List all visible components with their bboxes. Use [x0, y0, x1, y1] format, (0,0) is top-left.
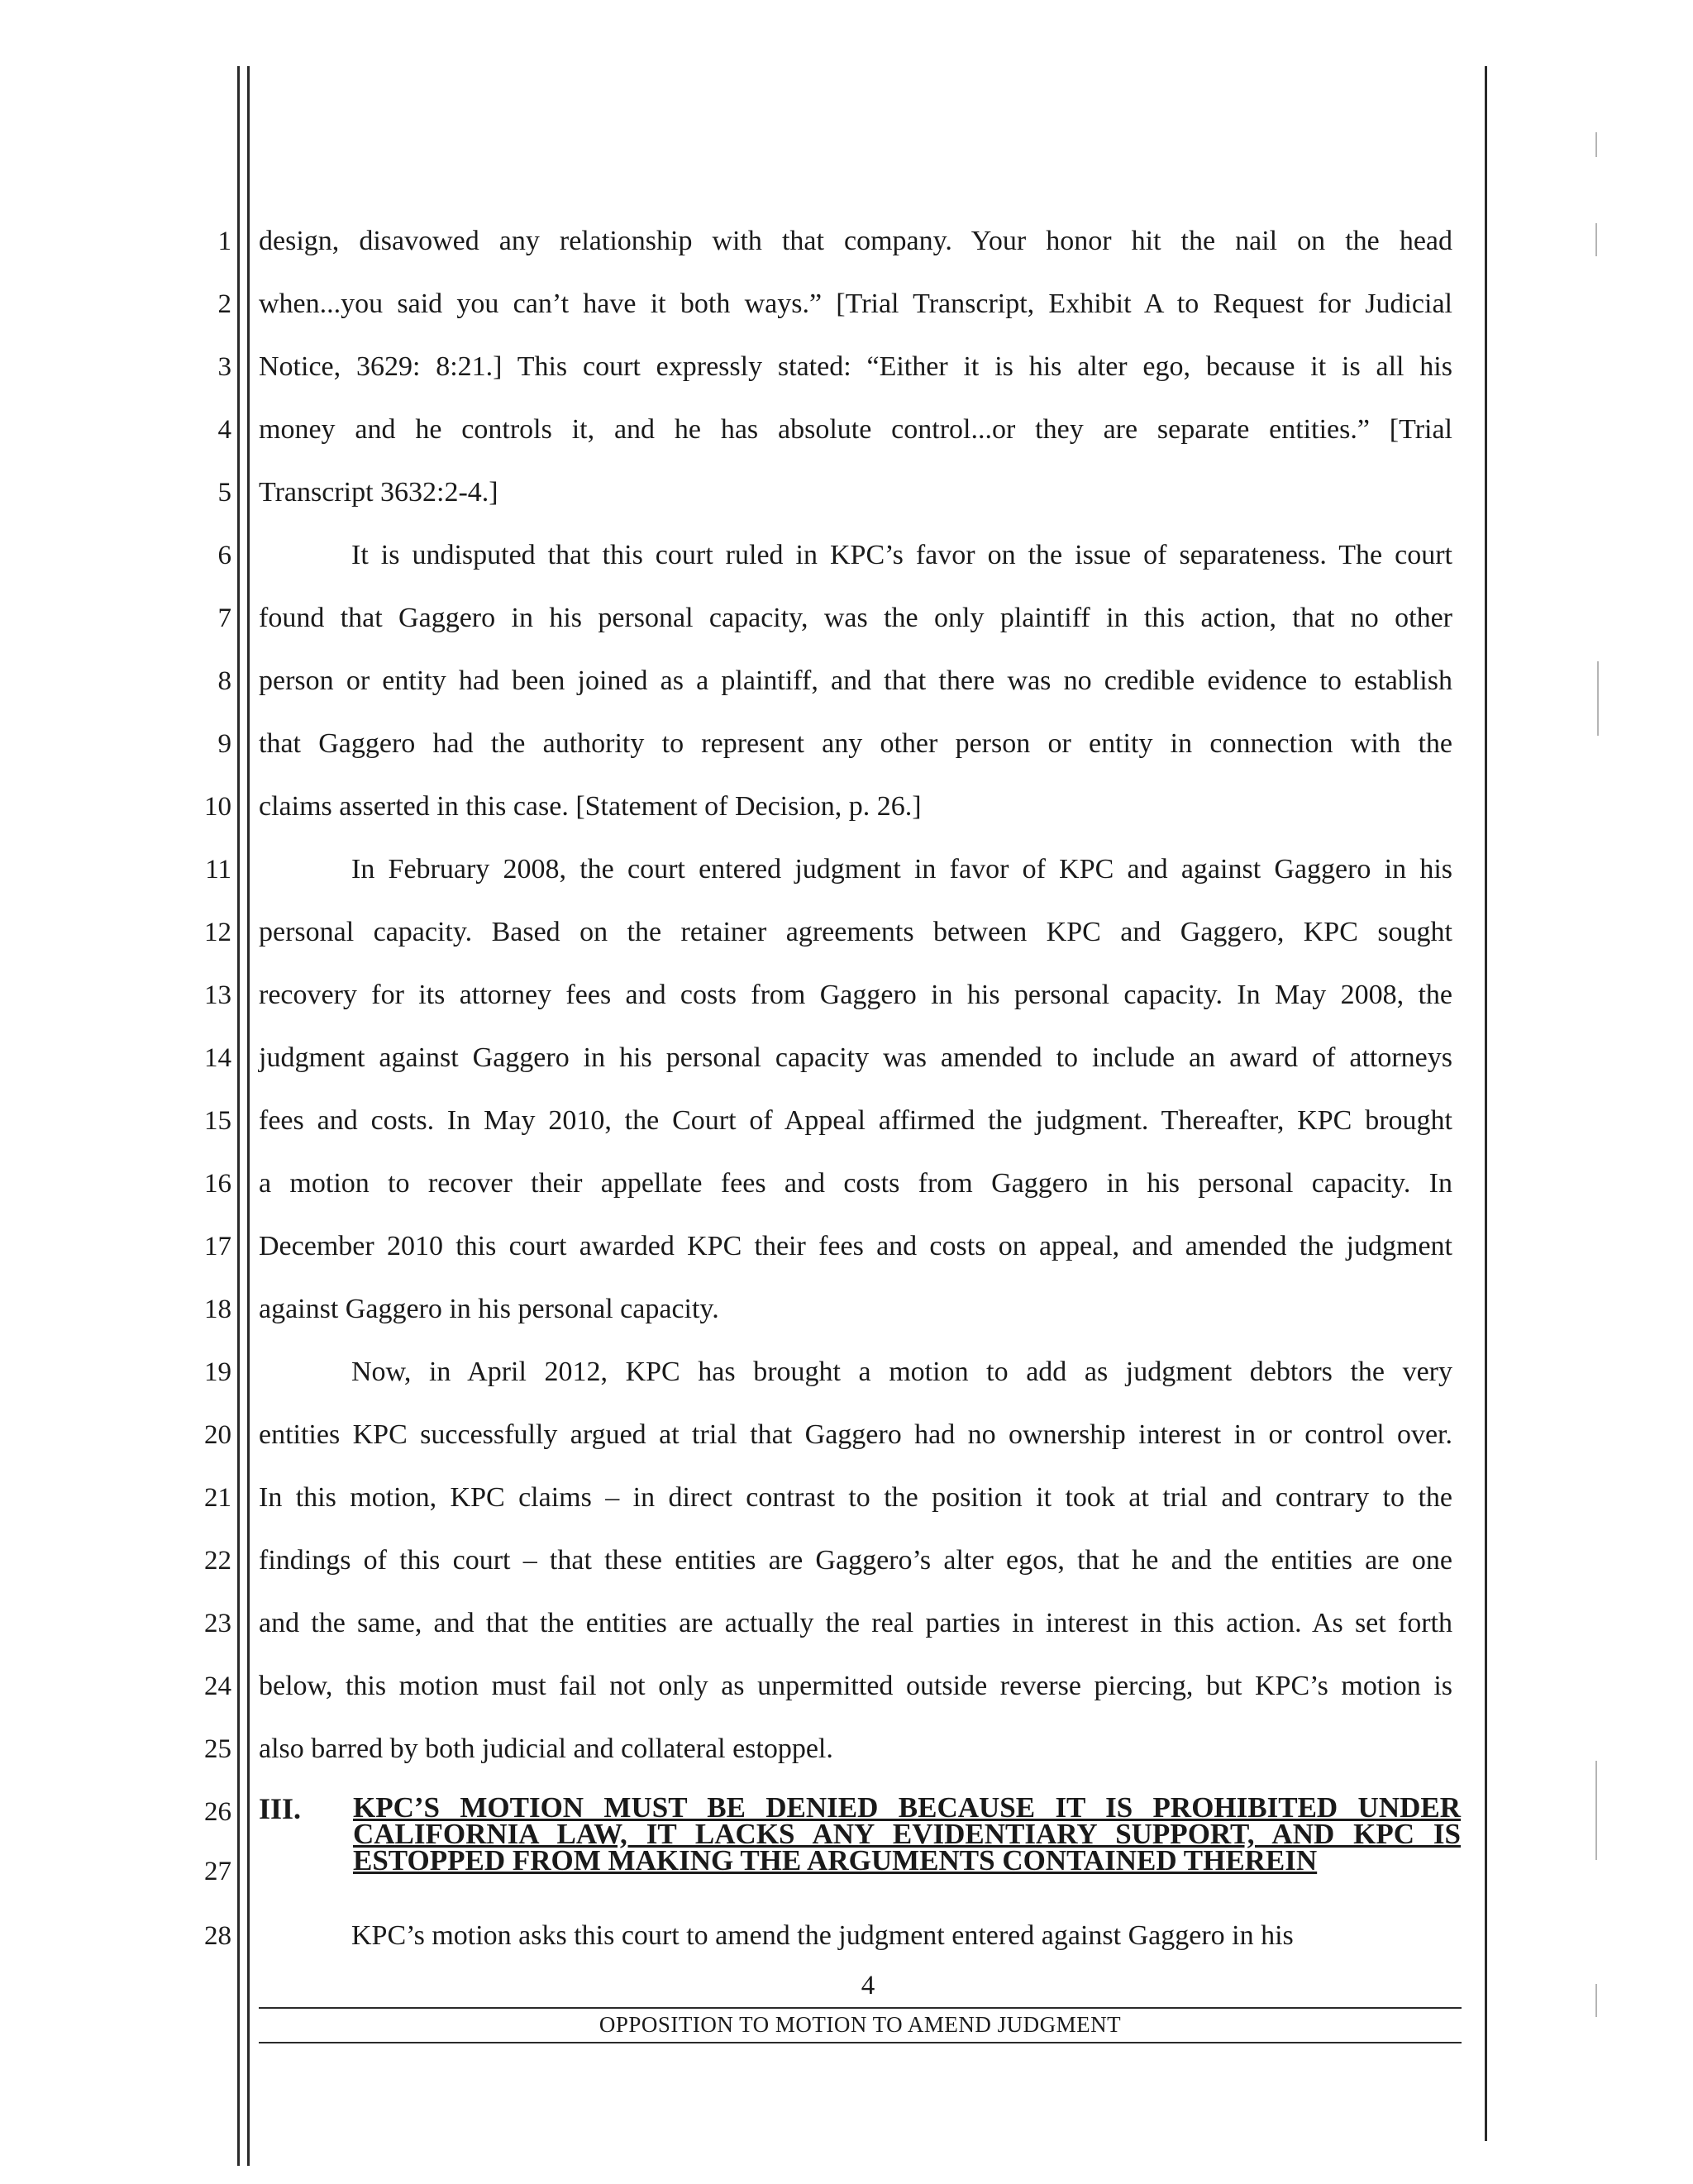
body-line: when...you said you can’t have it both ways.” [Trial Transcript, Exhibit A to Request for Judicial	[259, 288, 1452, 319]
line-number: 22	[204, 1546, 231, 1576]
section-heading-line: ESTOPPED FROM MAKING THE ARGUMENTS CONTAINED THEREIN	[353, 1844, 1318, 1876]
section-heading-line: KPC’S MOTION MUST BE DENIED BECAUSE IT IS PROHIBITED UNDER	[353, 1791, 1461, 1824]
line-number: 7	[217, 603, 231, 633]
body-line: Transcript 3632:2-4.]	[259, 477, 498, 508]
line-number: 17	[204, 1232, 231, 1261]
line-number: 4	[217, 415, 231, 445]
line-number: 28	[204, 1921, 231, 1951]
line-number: 27	[204, 1857, 231, 1886]
line-number: 10	[204, 792, 231, 822]
body-line: Now, in April 2012, KPC has brought a motion to add as judgment debtors the very	[351, 1357, 1452, 1387]
body-line: It is undisputed that this court ruled in KPC’s favor on the issue of separateness. The court	[351, 540, 1452, 570]
body-line: claims asserted in this case. [Statement of Decision, p. 26.]	[259, 791, 922, 822]
line-number: 19	[204, 1357, 231, 1387]
line-number: 12	[204, 918, 231, 947]
scan-speck	[1597, 661, 1599, 736]
line-number: 8	[217, 666, 231, 696]
line-number: 5	[217, 478, 231, 508]
line-number: 21	[204, 1483, 231, 1513]
body-line: In February 2008, the court entered judgment in favor of KPC and against Gaggero in his	[351, 854, 1452, 885]
body-line: December 2010 this court awarded KPC their fees and costs on appeal, and amended the judgment	[259, 1231, 1452, 1261]
body-line: Notice, 3629: 8:21.] This court expressly stated: “Either it is his alter ego, because it is all his	[259, 351, 1452, 382]
line-number: 26	[204, 1797, 231, 1827]
line-number: 11	[205, 855, 231, 885]
body-line: money and he controls it, and he has absolute control...or they are separate entities.” [Trial	[259, 414, 1452, 445]
line-number: 18	[204, 1295, 231, 1324]
line-number: 23	[204, 1609, 231, 1638]
line-number: 9	[217, 729, 231, 759]
body-line: recovery for its attorney fees and costs from Gaggero in his personal capacity. In May 2008, the	[259, 980, 1452, 1010]
line-number: 24	[204, 1671, 231, 1701]
body-line: fees and costs. In May 2010, the Court of Appeal affirmed the judgment. Thereafter, KPC brought	[259, 1105, 1452, 1136]
pleading-rule-left-inner	[247, 66, 250, 2166]
body-line: In this motion, KPC claims – in direct contrast to the position it took at trial and contrary to the	[259, 1482, 1452, 1513]
line-number: 25	[204, 1734, 231, 1764]
section-heading-number: III.	[259, 1792, 302, 1825]
line-number: 13	[204, 980, 231, 1010]
body-line: design, disavowed any relationship with that company. Your honor hit the nail on the head	[259, 226, 1452, 256]
line-number: 14	[204, 1043, 231, 1073]
page-number: 4	[861, 1971, 875, 2000]
body-line: and the same, and that the entities are actually the real parties in interest in this action. As set forth	[259, 1608, 1452, 1638]
body-line: below, this motion must fail not only as unpermitted outside reverse piercing, but KPC’s motion is	[259, 1671, 1452, 1701]
body-line: against Gaggero in his personal capacity.	[259, 1294, 719, 1324]
body-line: a motion to recover their appellate fees and costs from Gaggero in his personal capacity. In	[259, 1168, 1452, 1199]
body-line: found that Gaggero in his personal capacity, was the only plaintiff in this action, that no other	[259, 603, 1452, 633]
scan-speck	[1595, 1761, 1597, 1860]
line-number: 15	[204, 1106, 231, 1136]
body-line: KPC’s motion asks this court to amend the judgment entered against Gaggero in his	[351, 1920, 1294, 1951]
scan-speck	[1595, 1984, 1597, 2017]
body-line: entities KPC successfully argued at trial that Gaggero had no ownership interest in or control over.	[259, 1419, 1452, 1450]
body-line: personal capacity. Based on the retainer agreements between KPC and Gaggero, KPC sought	[259, 917, 1452, 947]
line-number: 2	[217, 289, 231, 319]
line-number: 16	[204, 1169, 231, 1199]
footer-rule-top	[259, 2007, 1462, 2009]
body-line: findings of this court – that these entities are Gaggero’s alter egos, that he and the entities are one	[259, 1545, 1452, 1576]
scan-speck	[1595, 132, 1597, 157]
body-line: judgment against Gaggero in his personal capacity was amended to include an award of attorneys	[259, 1042, 1452, 1073]
body-line: also barred by both judicial and collateral estoppel.	[259, 1733, 833, 1764]
line-number: 6	[217, 541, 231, 570]
line-number: 3	[217, 352, 231, 382]
pleading-rule-left-outer	[237, 66, 240, 2166]
scan-speck	[1595, 223, 1597, 256]
pleading-rule-right	[1485, 66, 1487, 2141]
section-heading-line: CALIFORNIA LAW, IT LACKS ANY EVIDENTIARY SUPPORT, AND KPC IS	[353, 1818, 1461, 1850]
body-line: that Gaggero had the authority to represent any other person or entity in connection with the	[259, 728, 1452, 759]
line-number: 20	[204, 1420, 231, 1450]
footer-rule-bottom	[259, 2042, 1462, 2043]
line-number: 1	[217, 227, 231, 256]
body-line: person or entity had been joined as a plaintiff, and that there was no credible evidence to establish	[259, 665, 1452, 696]
footer-title: OPPOSITION TO MOTION TO AMEND JUDGMENT	[599, 2012, 1122, 2037]
